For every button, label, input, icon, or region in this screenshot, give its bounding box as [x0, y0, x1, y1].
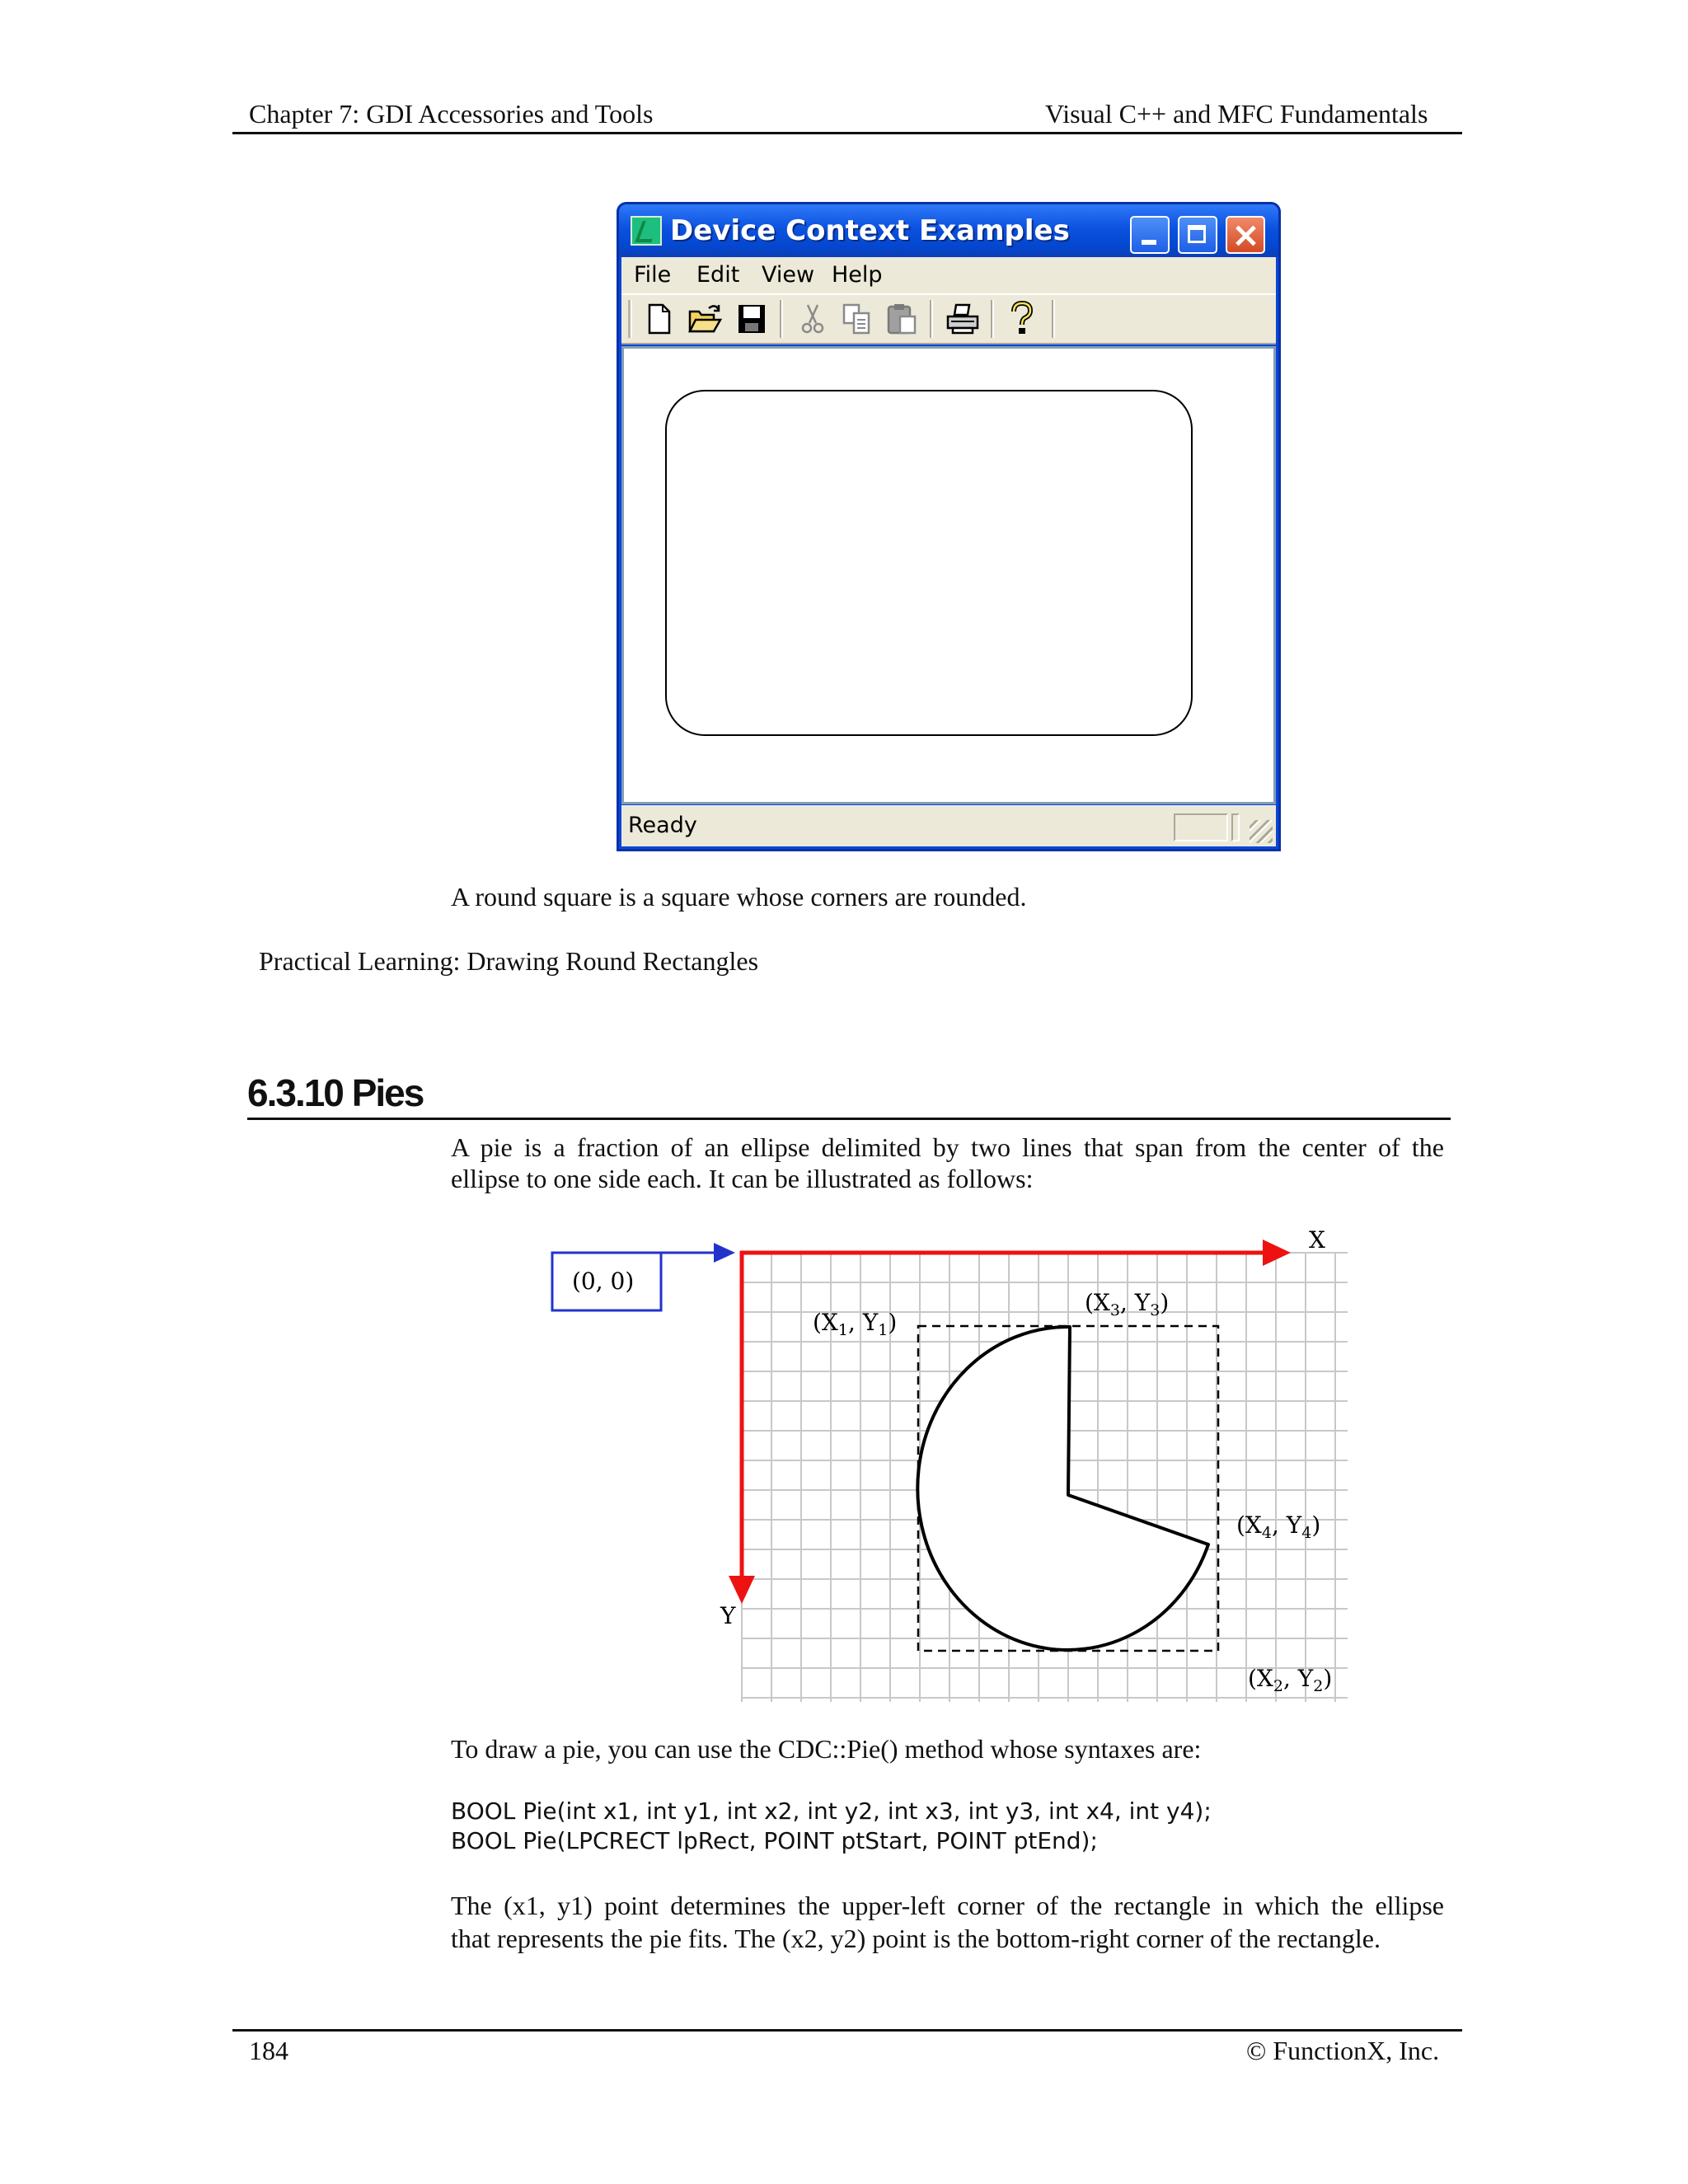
- practical-learning: Practical Learning: Drawing Round Rectangles: [259, 946, 759, 976]
- new-button[interactable]: [640, 300, 679, 338]
- app-icon: [631, 216, 662, 246]
- header-book-title: Visual C++ and MFC Fundamentals: [1045, 99, 1428, 129]
- origin-pointer-head: [714, 1243, 735, 1263]
- save-button[interactable]: [732, 300, 771, 338]
- menu-bar: [621, 257, 1276, 293]
- minimize-button[interactable]: [1130, 216, 1170, 254]
- paste-icon: [882, 300, 921, 338]
- print-button[interactable]: [943, 300, 982, 338]
- point-3-label: ($X_3$, $Y_3$): [1085, 1289, 1170, 1319]
- toolbar-separator: [930, 300, 933, 338]
- status-bar: [621, 805, 1276, 846]
- menu-edit[interactable]: Edit: [696, 262, 740, 288]
- maximize-button[interactable]: [1178, 216, 1217, 254]
- status-text: Ready: [628, 813, 697, 838]
- code-line-1: BOOL Pie(int x1, int y1, int x2, int y2, int x3, int y3, int x4, int y4);: [451, 1797, 1212, 1825]
- origin-label: (0, 0): [572, 1268, 635, 1295]
- size-grip[interactable]: [1250, 820, 1273, 843]
- footer-rule: [232, 2029, 1462, 2032]
- menu-file[interactable]: File: [634, 262, 672, 288]
- point-2-label: ($X_2$, $Y_2$): [1248, 1665, 1333, 1695]
- y-axis-label: Y: [720, 1602, 736, 1629]
- round-rectangle-drawing: [665, 390, 1193, 736]
- figure-caption: A round square is a square whose corners are rounded.: [451, 882, 1027, 912]
- y-axis-arrowhead: [729, 1576, 755, 1604]
- section-number: 6.3.10: [247, 1071, 343, 1114]
- device-context-window: [617, 202, 1281, 851]
- close-button[interactable]: [1226, 216, 1265, 254]
- save-icon: [732, 300, 771, 338]
- toolbar-separator: [991, 300, 994, 338]
- print-icon: [943, 300, 982, 338]
- window-title: Device Context Examples: [670, 214, 1070, 247]
- cut-button[interactable]: [793, 300, 832, 338]
- cut-icon: [793, 300, 832, 338]
- section-title: Pies: [351, 1071, 424, 1114]
- close-icon: [1227, 218, 1264, 252]
- open-folder-icon: [686, 300, 725, 338]
- paste-button[interactable]: [882, 300, 921, 338]
- menu-help[interactable]: Help: [832, 262, 883, 288]
- help-icon: [1002, 300, 1042, 338]
- toolbar: [621, 293, 1276, 344]
- intro-line-1: A pie is a fraction of an ellipse delimited by two lines that span from the center of the: [451, 1132, 1444, 1162]
- point-1-label: ($X_1$, $Y_1$): [813, 1309, 898, 1339]
- method-intro: To draw a pie, you can use the CDC::Pie() method whose syntaxes are:: [451, 1734, 1202, 1764]
- client-area[interactable]: [621, 346, 1276, 804]
- title-bar[interactable]: [619, 204, 1278, 257]
- minimize-icon: [1142, 240, 1156, 245]
- new-document-icon: [640, 300, 679, 338]
- section-heading: [247, 1070, 423, 1116]
- maximize-icon: [1188, 225, 1206, 243]
- toolbar-grip[interactable]: [628, 300, 632, 338]
- copy-button[interactable]: [837, 300, 877, 338]
- page-number: 184: [249, 2036, 288, 2065]
- pie-diagram: [544, 1228, 1368, 1706]
- toolbar-separator: [1052, 300, 1055, 338]
- status-pane-small: [1231, 813, 1240, 841]
- paragraph-line-1: The (x1, y1) point determines the upper-left corner of the rectangle in which the ellipse: [451, 1891, 1444, 1920]
- open-button[interactable]: [686, 300, 725, 338]
- point-4-label: ($X_4$, $Y_4$): [1236, 1511, 1321, 1542]
- paragraph-line-2: that represents the pie fits. The (x2, y2) point is the bottom-right corner of the rectangle.: [451, 1924, 1381, 1953]
- intro-line-2: ellipse to one side each. It can be illustrated as follows:: [451, 1164, 1034, 1193]
- help-button[interactable]: [1002, 300, 1042, 338]
- menu-view[interactable]: View: [762, 262, 815, 288]
- x-axis-label: X: [1309, 1228, 1325, 1254]
- pie-shape: [917, 1327, 1208, 1650]
- header-chapter: Chapter 7: GDI Accessories and Tools: [249, 99, 654, 129]
- code-line-2: BOOL Pie(LPCRECT lpRect, POINT ptStart, POINT ptEnd);: [451, 1827, 1098, 1854]
- header-rule: [232, 132, 1462, 134]
- status-pane: [1174, 813, 1228, 841]
- toolbar-separator: [780, 300, 783, 338]
- copy-icon: [837, 300, 877, 338]
- footer-copyright: © FunctionX, Inc.: [1246, 2036, 1440, 2065]
- section-rule: [247, 1118, 1451, 1120]
